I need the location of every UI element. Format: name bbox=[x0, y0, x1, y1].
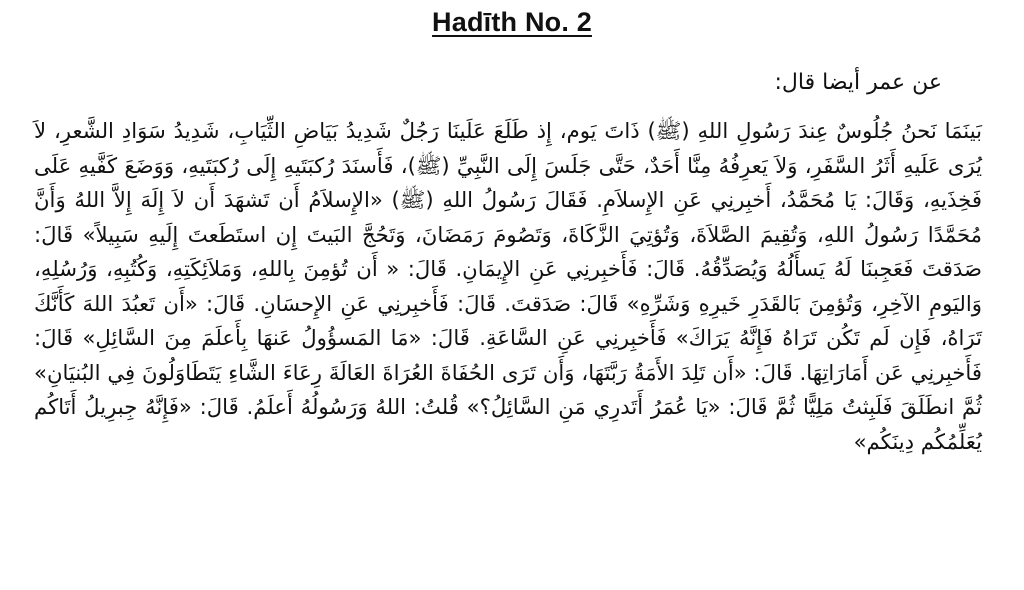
hadith-body-text: بَينَمَا نَحنُ جُلُوسٌ عِندَ رَسُولِ اللهِ (ﷺ) ذَاتَ يَوم، إِذ طَلَعَ عَلَينَا رَجُلٌ شَدِيدُ بَيَاضِ الثِّيَابِ، شَدِيدُ سَوَادِ الشَّعرِ، لاَ يُرَى عَلَيهِ أَثَرُ السَّفَرِ، وَلاَ يَعرِفُهُ مِنَّا أَحَدٌ، حَتَّى جَلَسَ إِلَى النَّبِيِّ (ﷺ)، فَأَسنَدَ رُكبَتَيهِ إِلَى رُكبَتَيهِ، وَوَضَعَ كَفَّيهِ عَلَى فَخِذَيهِ، وَقَالَ: يَا مُحَمَّدُ، أَخبِرنِي عَنِ الإِسلاَمِ. فَقَالَ رَسُولُ اللهِ (ﷺ) «الإِسلاَمُ أَن تَشهَدَ أَن لاَ إِلَهَ إِلاَّ اللهُ وَأَنَّ مُحَمَّدًا رَسُولُ اللهِ، وَتُقِيمَ الصَّلاَةَ، وَتُؤتِيَ الزَّكَاةَ، وَتَصُومَ رَمَضَانَ، وَتَحُجَّ البَيتَ إِن استَطَعتَ إِلَيهِ سَبِيلاً» قَالَ: صَدَقتَ فَعَجِبنَا لَهُ يَسأَلُهُ وَيُصَدِّقُهُ. قَالَ: فَأَخبِرنِي عَنِ الإِيمَانِ. قَالَ: « أَن تُؤمِنَ بِاللهِ، وَمَلاَئِكَتِهِ، وَكُتُبِهِ، وَرُسُلِهِ، وَاليَومِ الآخِرِ، وَتُؤمِنَ بَالقَدَرِ خَيرِهِ وَشَرِّهِ» قَالَ: صَدَقتَ. قَالَ: فَأَخبِرنِي عَنِ الإِحسَانِ. قَالَ: «أَن تَعبُدَ اللهَ كَأَنَّكَ تَرَاهُ، فَإِن لَم تَكُن تَرَاهُ فَإِنَّهُ يَرَاكَ» فَأَخبِرنِي عَنِ السَّاعَةِ. قَالَ: «مَا المَسؤُولُ عَنهَا بِأَعلَمَ مِنَ السَّائِلِ» قَالَ: فَأَخبِرنِي عَن أَمَارَاتِهَا. قَالَ: «أَن تَلِدَ الأَمَةُ رَبَّتَهَا، وَأَن تَرَى الحُفَاةَ العُرَاةَ العَالَةَ رِعَاءَ الشَّاءِ يَتَطَاوَلُونَ فِي البُنيَانِ» ثُمَّ انطَلَقَ فَلَبِثتُ مَلِيًّا ثُمَّ قَالَ: «يَا عُمَرُ أَتَدرِي مَنِ السَّائِلُ؟» قُلتُ: اللهُ وَرَسُولُهُ أَعلَمُ. قَالَ: «فَإِنَّهُ جِبرِيلُ أَتَاكُم يُعَلِّمُكُم دِينَكُم» bbox=[34, 118, 982, 454]
page-title bbox=[0, 4, 1024, 40]
hadith-intro-line: عن عمر أيضا قال: bbox=[774, 70, 942, 95]
hadith-number-heading: Hadīth No. 2 bbox=[432, 7, 592, 37]
